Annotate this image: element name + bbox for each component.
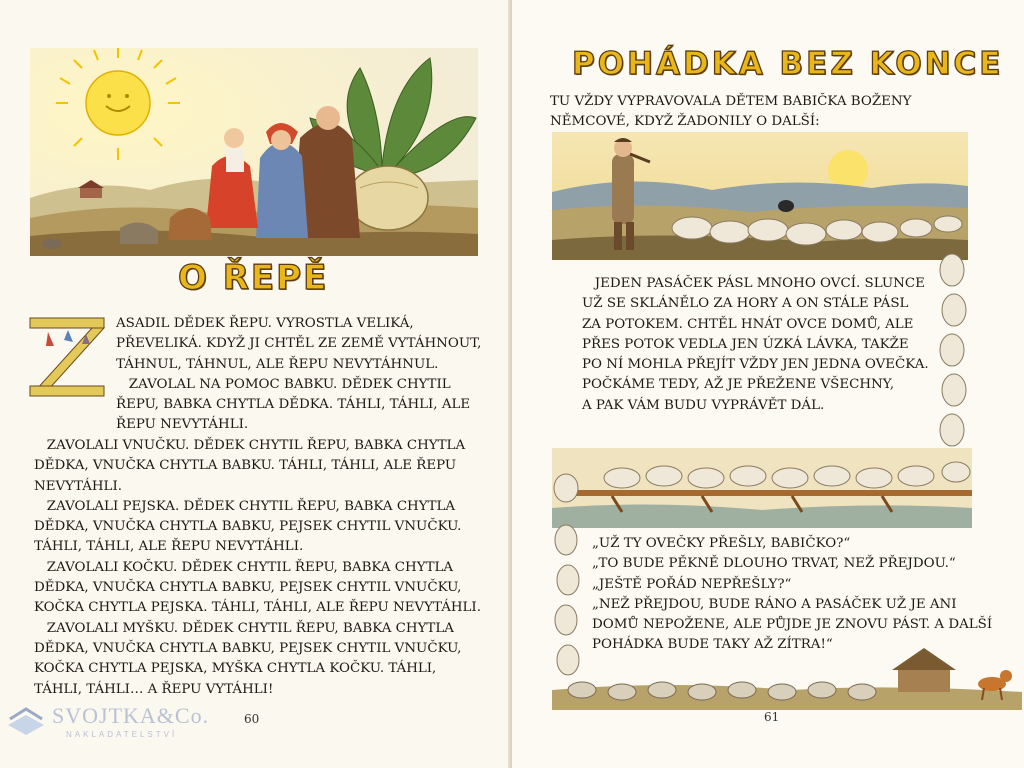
text-line: DĚDKA, VNUČKA CHYTLA BABKU, PEJSEK CHYTIL VNUČKU,	[34, 580, 462, 596]
text-line: KOČKA CHYTLA PEJSKA. TÁHLI, TÁHLI, ALE ŘEPU NEVYTÁHLI.	[34, 600, 481, 616]
text-line: NEVYTÁHLI.	[34, 478, 122, 494]
text-line: ZA POTOKEM. CHTĚL HNÁT OVCE DOMŮ, ALE	[582, 316, 914, 332]
text-line: NĚMCOVÉ, KDYŽ ŽADONILY O DALŠÍ:	[550, 114, 820, 130]
page-number-right: 61	[764, 710, 780, 724]
publisher-logo-icon	[6, 705, 46, 741]
text-line: ZAVOLALI KOČKU. DĚDEK CHYTIL ŘEPU, BABKA CHYTLA	[34, 559, 454, 575]
text-line: UŽ SE SKLÁNĚLO ZA HORY A ON STÁLE PÁSL	[582, 296, 909, 312]
drop-cap-ornament-icon	[28, 314, 108, 398]
text-line: ŘEPU, BABKA CHYTLA DĚDKA. TÁHLI, TÁHLI, ALE	[116, 397, 471, 413]
text-line: DĚDKA, VNUČKA CHYTLA BABKU, PEJSEK CHYTIL VNUČKU.	[34, 519, 462, 535]
sheep-border-illustration	[932, 250, 972, 460]
bottom-flock-illustration	[552, 640, 1022, 710]
publisher-name: SVOJTKA&Co.	[52, 703, 210, 728]
publisher-tagline: NAKLADATELSTVÍ	[66, 730, 178, 739]
text-line: DĚDKA, VNUČKA CHYTLA BABKU, PEJSEK CHYTIL VNUČKU,	[34, 640, 462, 656]
text-line: „JEŠTĚ POŘÁD NEPŘEŠLY?“	[592, 576, 792, 592]
publisher-logo	[6, 703, 210, 743]
text-line: TU VŽDY VYPRAVOVALA DĚTEM BABIČKA BOŽENY	[550, 94, 912, 109]
hut-icon	[892, 648, 956, 692]
text-line: TÁHLI, TÁHLI… A ŘEPU VYTÁHLI!	[34, 681, 274, 697]
text-line: POHÁDKA BUDE TAKY AŽ ZÍTRA!“	[592, 637, 833, 653]
right-page	[512, 0, 1024, 768]
dialogue-text	[592, 534, 992, 656]
story-body	[34, 436, 481, 700]
text-line: ASADIL DĚDEK ŘEPU. VYROSTLA VELIKÁ,	[116, 316, 414, 331]
text-line: DOMŮ NEPOŽENE, ALE PŮJDE JE ZNOVU PÁST. A DALŠÍ	[592, 617, 993, 633]
turnip-illustration	[30, 48, 478, 256]
text-line: PO NÍ MOHLA PŘEJÍT VŽDY JEN JEDNA OVEČKA.	[582, 357, 929, 373]
page-title: O ŘEPĚ	[178, 258, 329, 298]
text-line: „UŽ TY OVEČKY PŘEŠLY, BABIČKO?“	[592, 536, 851, 551]
sheep-bridge-illustration	[552, 448, 972, 528]
text-line: ŘEPU NEVYTÁHLI.	[116, 417, 249, 433]
first-paragraph	[116, 314, 481, 436]
text-line: PŘEVELIKÁ. KDYŽ JI CHTĚL ZE ZEMĚ VYTÁHNOUT,	[116, 336, 482, 352]
story-text	[582, 274, 929, 416]
text-line: POČKÁME TEDY, AŽ JE PŘEŽENE VŠECHNY,	[582, 377, 895, 393]
text-line: ZAVOLALI PEJSKA. DĚDEK CHYTIL ŘEPU, BABKA CHYTLA	[34, 498, 456, 514]
text-line: „NEŽ PŘEJDOU, BUDE RÁNO A PASÁČEK UŽ JE ANI	[592, 596, 957, 612]
shepherd-illustration	[552, 132, 968, 260]
text-line: JEDEN PASÁČEK PÁSL MNOHO OVCÍ. SLUNCE	[582, 276, 925, 291]
text-line: ZAVOLALI MYŠKU. DĚDEK CHYTIL ŘEPU, BABKA CHYTLA	[34, 620, 454, 636]
text-line: ZAVOLALI VNUČKU. DĚDEK CHYTIL ŘEPU, BABKA CHYTLA	[34, 438, 466, 453]
text-line: TÁHNUL, TÁHNUL, ALE ŘEPU NEVYTÁHNUL.	[116, 356, 439, 372]
text-line: PŘES POTOK VEDLA JEN ÚZKÁ LÁVKA, TAKŽE	[582, 336, 909, 352]
text-line: „TO BUDE PĚKNĚ DLOUHO TRVAT, NEŽ PŘEJDOU.“	[592, 556, 956, 572]
text-line: KOČKA CHYTLA PEJSKA, MYŠKA CHYTLA KOČKU. TÁHLI,	[34, 661, 437, 677]
text-line: A PAK VÁM BUDU VYPRÁVĚT DÁL.	[582, 397, 825, 413]
intro-text	[550, 92, 911, 133]
page-title-right: POHÁDKA BEZ KONCE	[572, 46, 1004, 82]
text-line: TÁHLI, TÁHLI, ALE ŘEPU NEVYTÁHLI.	[34, 539, 304, 555]
page-number-left: 60	[244, 712, 260, 726]
drop-cap	[28, 314, 108, 398]
text-line: ZAVOLAL NA POMOC BABKU. DĚDEK CHYTIL	[116, 376, 451, 392]
text-line: DĚDKA, VNUČKA CHYTLA BABKU. TÁHLI, TÁHLI, ALE ŘEPU	[34, 458, 457, 474]
